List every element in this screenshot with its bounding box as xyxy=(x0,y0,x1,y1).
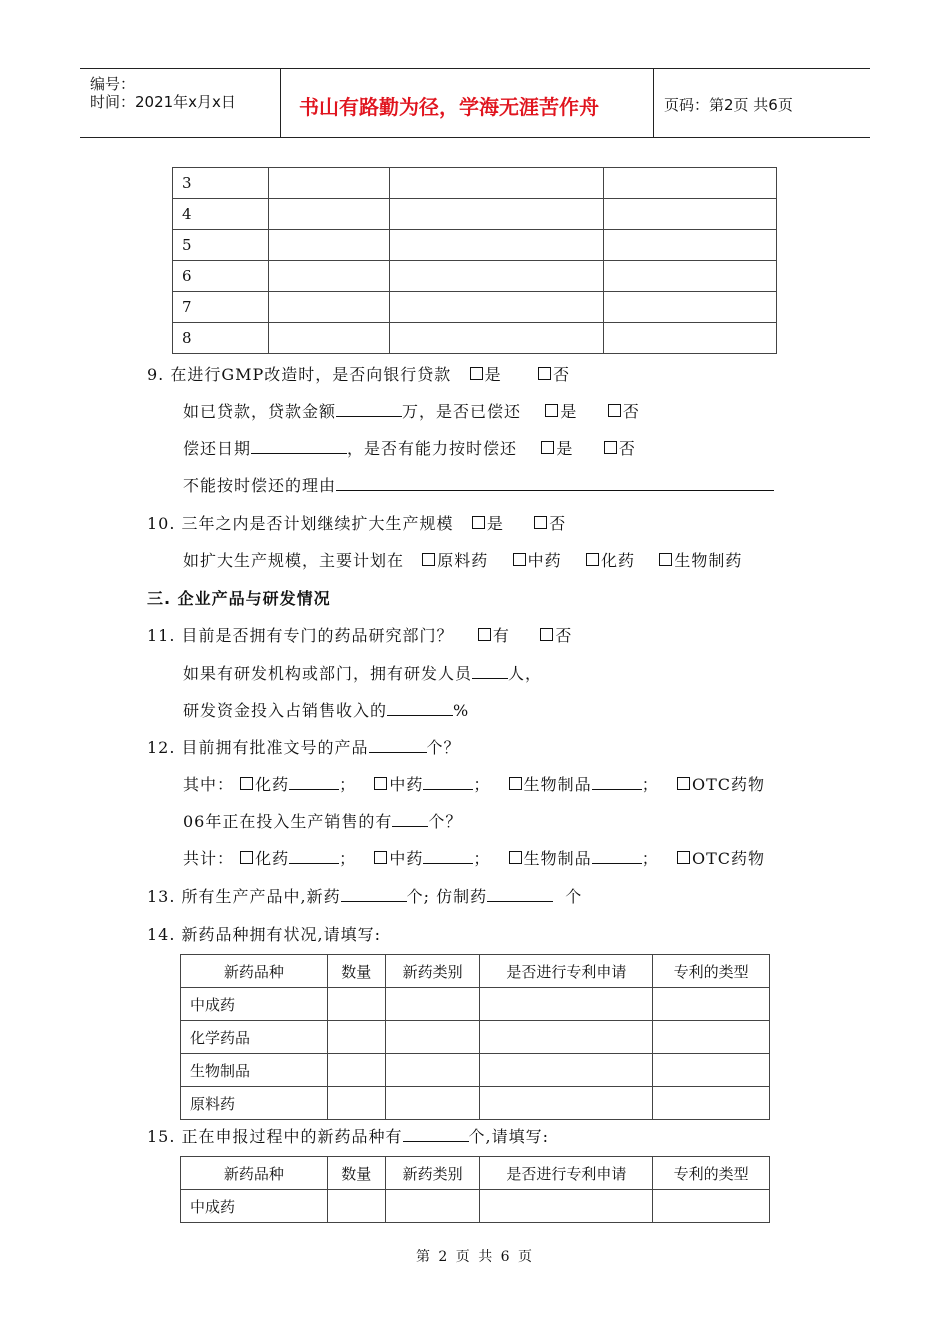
table-cell[interactable] xyxy=(389,292,604,323)
q10-opt-tcm[interactable] xyxy=(513,551,562,570)
table-cell[interactable] xyxy=(604,261,777,292)
q9-question: 9. 在进行GMP改造时，是否向银行贷款 xyxy=(147,365,452,384)
q11-no-option[interactable] xyxy=(540,626,572,645)
option-label: 中药 xyxy=(389,849,424,868)
q13-unit: 个 xyxy=(565,887,583,906)
option-label: 是 xyxy=(556,439,574,458)
option-label: 否 xyxy=(553,365,571,384)
q13-line xyxy=(147,884,582,907)
column-header: 新药类别 xyxy=(385,955,480,988)
table-cell[interactable] xyxy=(327,1054,385,1087)
checkbox[interactable] xyxy=(422,553,435,566)
table-cell[interactable] xyxy=(327,1087,385,1120)
checkbox[interactable] xyxy=(472,516,485,529)
q9-reason-label: 不能按时偿还的理由 xyxy=(183,476,337,495)
q10-line2 xyxy=(183,548,742,571)
option-label: 生物制品 xyxy=(523,849,592,868)
table-header-row xyxy=(181,1157,770,1190)
column-header: 数量 xyxy=(327,1157,385,1190)
drug-category: 原料药 xyxy=(181,1087,328,1120)
header-motto: 书山有路勤为径，学海无涯苦作舟 xyxy=(299,95,599,119)
table-row xyxy=(181,1087,770,1120)
rd-ratio-field[interactable] xyxy=(387,699,453,716)
column-header: 是否进行专利申请 xyxy=(480,1157,653,1190)
page-footer: 第 2 页 共 6 页 xyxy=(415,1249,535,1265)
q10-question: 10. 三年之内是否计划继续扩大生产规模 xyxy=(147,514,454,533)
header-motto-cell xyxy=(281,69,654,137)
table-cell[interactable] xyxy=(327,1021,385,1054)
table-cell[interactable] xyxy=(480,1021,653,1054)
q12-total-label: 共计： xyxy=(183,849,235,868)
total-bio-field[interactable] xyxy=(592,847,642,864)
new-drug-count-field[interactable] xyxy=(341,885,407,902)
q10-opt-api[interactable] xyxy=(422,551,488,570)
table-cell[interactable] xyxy=(385,1087,480,1120)
checkbox[interactable] xyxy=(608,404,621,417)
column-header: 数量 xyxy=(327,955,385,988)
checkbox[interactable] xyxy=(513,553,526,566)
table-cell[interactable] xyxy=(480,1054,653,1087)
doc-time-label: 时间：2021年x月x日 xyxy=(90,93,236,111)
q10-opt-bio[interactable] xyxy=(659,551,742,570)
table-cell[interactable] xyxy=(268,230,389,261)
q9-line3 xyxy=(183,436,636,459)
q11-line1 xyxy=(147,623,572,646)
column-header: 专利的类型 xyxy=(653,1157,770,1190)
q10-yes-option[interactable] xyxy=(472,514,504,533)
q9-able-yes[interactable] xyxy=(541,439,573,458)
checkbox[interactable] xyxy=(240,777,253,790)
q12-06-unit: 个？ xyxy=(428,812,463,831)
option-label: 化药 xyxy=(255,849,290,868)
q11-percent: % xyxy=(453,701,470,720)
row-number: 5 xyxy=(173,230,269,261)
option-label: 是 xyxy=(484,365,502,384)
option-label: 否 xyxy=(618,439,636,458)
option-label: 否 xyxy=(549,514,567,533)
chem-count-field[interactable] xyxy=(289,773,339,790)
reason-field[interactable] xyxy=(336,474,774,491)
table-row xyxy=(173,199,777,230)
q9-line1 xyxy=(147,362,570,385)
table-cell[interactable] xyxy=(653,1087,770,1120)
table-header-row xyxy=(181,955,770,988)
q15-line xyxy=(147,1124,549,1147)
q10-opt-chem[interactable] xyxy=(586,551,635,570)
checkbox[interactable] xyxy=(509,851,522,864)
q12-06-label: 06年正在投入生产销售的有 xyxy=(183,812,393,831)
checkbox[interactable] xyxy=(374,851,387,864)
row-number: 8 xyxy=(173,323,269,354)
table-cell[interactable] xyxy=(385,1021,480,1054)
checkbox[interactable] xyxy=(677,851,690,864)
drug-category: 化学药品 xyxy=(181,1021,328,1054)
q14-title: 14. 新药品种拥有状况,请填写: xyxy=(147,925,382,944)
checkbox[interactable] xyxy=(604,441,617,454)
q12-question: 12. 目前拥有批准文号的产品 xyxy=(147,738,369,757)
column-header: 新药品种 xyxy=(181,955,328,988)
row-number: 6 xyxy=(173,261,269,292)
option-label: 生物制药 xyxy=(674,551,743,570)
table-cell[interactable] xyxy=(268,168,389,199)
checkbox[interactable] xyxy=(545,404,558,417)
q9-line2 xyxy=(183,399,640,422)
header-page-cell xyxy=(654,69,870,137)
table-cell[interactable] xyxy=(480,1087,653,1120)
table-cell[interactable] xyxy=(604,292,777,323)
table-cell[interactable] xyxy=(389,230,604,261)
table-cell[interactable] xyxy=(385,1190,480,1223)
option-label: 有 xyxy=(492,626,510,645)
table-cell[interactable] xyxy=(653,988,770,1021)
q10-no-option[interactable] xyxy=(534,514,566,533)
option-label: 原料药 xyxy=(437,551,489,570)
q13-generic-label: 个; 仿制药 xyxy=(406,887,488,906)
table-cell[interactable] xyxy=(389,199,604,230)
table-cell[interactable] xyxy=(604,323,777,354)
table-cell[interactable] xyxy=(653,1021,770,1054)
q12-line2: 其中： 化药 ； 中药 ； 生物制品 ； OTC药物 xyxy=(183,775,765,794)
option-label: OTC药物 xyxy=(691,775,765,794)
table-row xyxy=(173,261,777,292)
option-label: 化药 xyxy=(255,775,290,794)
table-cell[interactable] xyxy=(268,261,389,292)
table-row xyxy=(173,230,777,261)
table-cell[interactable] xyxy=(268,323,389,354)
page-header xyxy=(80,68,870,138)
q12-line4: 共计： 化药 ； 中药 ； 生物制品 ； OTC药物 xyxy=(183,849,765,868)
table-cell[interactable] xyxy=(604,230,777,261)
checkbox[interactable] xyxy=(677,777,690,790)
column-header: 是否进行专利申请 xyxy=(480,955,653,988)
option-label: 否 xyxy=(555,626,573,645)
q9-yes-option[interactable] xyxy=(470,365,502,384)
table-cell[interactable] xyxy=(385,1054,480,1087)
checkbox[interactable] xyxy=(586,553,599,566)
drug-category: 生物制品 xyxy=(181,1054,328,1087)
generic-count-field[interactable] xyxy=(487,885,553,902)
option-label: 否 xyxy=(622,402,640,421)
table-row xyxy=(173,168,777,199)
table-row xyxy=(181,1021,770,1054)
q9-repay-date-label: 偿还日期 xyxy=(183,439,252,458)
q9-repaid-label: 万，是否已偿还 xyxy=(402,402,522,421)
table-row xyxy=(181,1054,770,1087)
column-header: 新药品种 xyxy=(181,1157,328,1190)
option-label: 是 xyxy=(560,402,578,421)
q10-plan-label: 如扩大生产规模，主要计划在 xyxy=(183,551,405,570)
option-label: 是 xyxy=(486,514,504,533)
q11-have-option[interactable] xyxy=(478,626,510,645)
q11-question: 11. 目前是否拥有专门的药品研究部门？ xyxy=(147,626,454,645)
table-cell[interactable] xyxy=(389,168,604,199)
repay-date-field[interactable] xyxy=(251,437,347,454)
column-header: 专利的类型 xyxy=(653,955,770,988)
q12-line3 xyxy=(183,809,462,832)
table-cell[interactable] xyxy=(604,199,777,230)
bio-count-field[interactable] xyxy=(592,773,642,790)
section-heading: 三. 企业产品与研发情况 xyxy=(147,589,331,608)
pending-drug-table xyxy=(180,1156,770,1223)
checkbox[interactable] xyxy=(538,367,551,380)
checkbox[interactable] xyxy=(534,516,547,529)
q9-loan-amount-label: 如已贷款，贷款金额 xyxy=(183,402,337,421)
q11-rd-ratio-label: 研发资金投入占销售收入的 xyxy=(183,701,388,720)
table-cell[interactable] xyxy=(653,1190,770,1223)
table-cell[interactable] xyxy=(327,1190,385,1223)
option-label: 生物制品 xyxy=(523,775,592,794)
option-label: 化药 xyxy=(601,551,636,570)
q9-able-label: ，是否有能力按时偿还 xyxy=(347,439,518,458)
header-page-label: 页码：第2页 共6页 xyxy=(664,96,793,114)
table-cell[interactable] xyxy=(268,199,389,230)
row-number: 4 xyxy=(173,199,269,230)
q10-line1 xyxy=(147,511,566,534)
drug-category: 中成药 xyxy=(181,988,328,1021)
table-cell[interactable] xyxy=(268,292,389,323)
row-number: 7 xyxy=(173,292,269,323)
checkbox[interactable] xyxy=(540,628,553,641)
q9-no-option[interactable] xyxy=(538,365,570,384)
in-production-count-field[interactable] xyxy=(392,810,428,827)
checkbox[interactable] xyxy=(478,628,491,641)
option-label: 中药 xyxy=(527,551,562,570)
total-tcm-field[interactable] xyxy=(423,847,473,864)
table-cell[interactable] xyxy=(653,1054,770,1087)
header-meta xyxy=(80,69,281,137)
q15-label: 15. 正在申报过程中的新药品种有 xyxy=(147,1127,403,1146)
tcm-count-field[interactable] xyxy=(423,773,473,790)
table-cell[interactable] xyxy=(327,988,385,1021)
row-number: 3 xyxy=(173,168,269,199)
staff-count-field[interactable] xyxy=(472,662,508,679)
checkbox[interactable] xyxy=(509,777,522,790)
q11-line3 xyxy=(183,698,469,721)
option-label: 中药 xyxy=(389,775,424,794)
table-row xyxy=(173,292,777,323)
checkbox[interactable] xyxy=(470,367,483,380)
doc-number-label: 编号： xyxy=(90,75,136,93)
checkbox[interactable] xyxy=(541,441,554,454)
checkbox[interactable] xyxy=(659,553,672,566)
q9-line4 xyxy=(183,473,774,496)
checkbox[interactable] xyxy=(240,851,253,864)
loan-amount-field[interactable] xyxy=(336,400,402,417)
table-cell[interactable] xyxy=(604,168,777,199)
approved-count-field[interactable] xyxy=(369,736,427,753)
table-row xyxy=(181,1190,770,1223)
q12-line1 xyxy=(147,735,461,758)
q11-staff-unit: 人， xyxy=(508,664,543,683)
drug-category: 中成药 xyxy=(181,1190,328,1223)
table-row xyxy=(181,988,770,1021)
option-label: OTC药物 xyxy=(691,849,765,868)
table-cell[interactable] xyxy=(389,261,604,292)
q12-unit: 个？ xyxy=(426,738,461,757)
q11-staff-label: 如果有研发机构或部门，拥有研发人员 xyxy=(183,664,473,683)
checkbox[interactable] xyxy=(374,777,387,790)
table-row xyxy=(173,323,777,354)
table-cell[interactable] xyxy=(480,1190,653,1223)
q15-unit: 个,请填写: xyxy=(468,1127,550,1146)
total-chem-field[interactable] xyxy=(289,847,339,864)
q9-repaid-no[interactable] xyxy=(608,402,640,421)
q11-line2 xyxy=(183,661,542,684)
table-cell[interactable] xyxy=(480,988,653,1021)
table-cell[interactable] xyxy=(385,988,480,1021)
column-header: 新药类别 xyxy=(385,1157,480,1190)
pending-count-field[interactable] xyxy=(403,1125,469,1142)
table-cell[interactable] xyxy=(389,323,604,354)
new-drug-table xyxy=(180,954,770,1120)
q13-new-drug-label: 13. 所有生产产品中,新药 xyxy=(147,887,341,906)
q9-able-no[interactable] xyxy=(604,439,636,458)
loan-table xyxy=(172,167,777,354)
q12-among-label: 其中： xyxy=(183,775,235,794)
q9-repaid-yes[interactable] xyxy=(545,402,577,421)
